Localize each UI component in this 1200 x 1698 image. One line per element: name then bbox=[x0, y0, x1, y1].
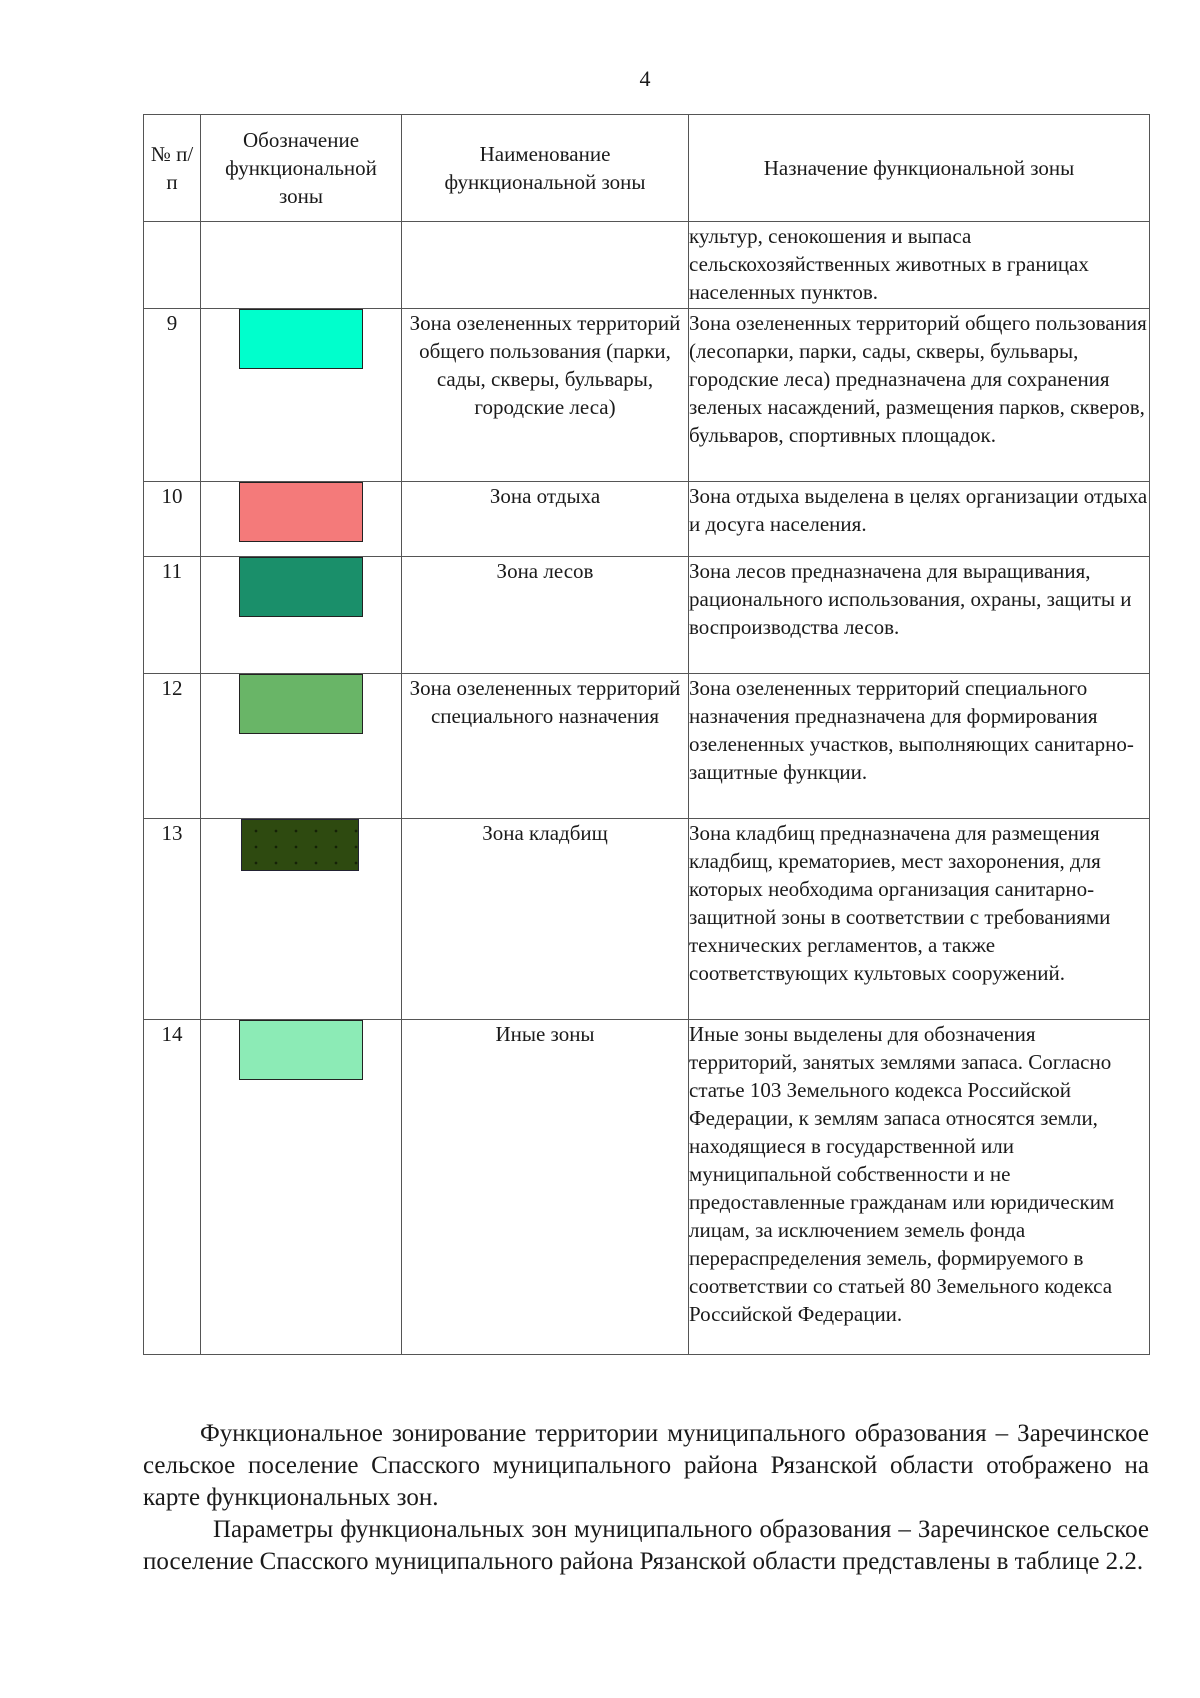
body-paragraph: Параметры функциональных зон муниципального образования – Заречинское сельское поселение Спасского муниципального района Рязанской области представлены в таблице 2.2. bbox=[143, 1516, 1149, 1575]
table-row bbox=[144, 309, 1150, 482]
body-paragraph: Функциональное зонирование территории муниципального образования – Заречинское сельское поселение Спасского муниципального района Рязанской области отображено на карте функциональных зон. bbox=[143, 1420, 1149, 1511]
row-symbol-cell bbox=[201, 674, 402, 819]
row-purpose: Зона кладбищ предназначена для размещения кладбищ, крематориев, мест захоронения, для которых необходима организация санитарно-защитной зоны в соответствии с требованиями технических регламентов, а также соответствующих культовых сооружений. bbox=[689, 819, 1150, 1020]
zone-color-swatch bbox=[239, 309, 363, 369]
row-purpose: Зона озелененных территорий общего пользования (лесопарки, парки, сады, скверы, бульвары, городские леса) предназначена для сохранения зеленых насаждений, размещения парков, скверов, бульваров, спортивных площадок. bbox=[689, 309, 1150, 482]
table-row bbox=[144, 674, 1150, 819]
row-purpose: Иные зоны выделены для обозначения территорий, занятых землями запаса. Согласно статье 103 Земельного кодекса Российской Федерации, к землям запаса относятся земли, находящиеся в государственной или муниципальной собственности и не предоставленные гражданам или юридическим лицам, за исключением земель фонда перераспределения земель, формируемого в соответствии со статьей 80 Земельного кодекса Российской Федерации. bbox=[689, 1020, 1150, 1355]
table-row bbox=[144, 557, 1150, 674]
header-symbol: Обозначение функциональной зоны bbox=[201, 115, 402, 222]
page-number: 4 bbox=[639, 66, 651, 91]
functional-zones-table bbox=[143, 114, 1150, 1355]
row-purpose: Зона отдыха выделена в целях организации отдыха и досуга населения. bbox=[689, 482, 1150, 557]
row-name: Зона озелененных территорий специального назначения bbox=[402, 674, 689, 819]
row-symbol-cell bbox=[201, 557, 402, 674]
row-num: 9 bbox=[144, 309, 201, 482]
zone-color-swatch bbox=[239, 1020, 363, 1080]
row-purpose: Зона лесов предназначена для выращивания, рационального использования, охраны, защиты и воспроизводства лесов. bbox=[689, 557, 1150, 674]
zone-color-swatch bbox=[239, 557, 363, 617]
header-name: Наименование функциональной зоны bbox=[402, 115, 689, 222]
row-name: Иные зоны bbox=[402, 1020, 689, 1355]
row-symbol-cell bbox=[201, 222, 402, 309]
header-purpose: Назначение функциональной зоны bbox=[689, 115, 1150, 222]
row-num: 13 bbox=[144, 819, 201, 1020]
row-num: 10 bbox=[144, 482, 201, 557]
zone-color-swatch bbox=[239, 674, 363, 734]
header-num: № п/п bbox=[144, 115, 201, 222]
row-num: 11 bbox=[144, 557, 201, 674]
row-name: Зона кладбищ bbox=[402, 819, 689, 1020]
table-row bbox=[144, 819, 1150, 1020]
row-symbol-cell bbox=[201, 309, 402, 482]
table-row bbox=[144, 482, 1150, 557]
row-purpose: культур, сенокошения и выпаса сельскохозяйственных животных в границах населенных пунктов. bbox=[689, 222, 1150, 309]
row-symbol-cell bbox=[201, 819, 402, 1020]
zone-pattern-swatch bbox=[241, 819, 359, 871]
row-name bbox=[402, 222, 689, 309]
row-name: Зона отдыха bbox=[402, 482, 689, 557]
zone-color-swatch bbox=[239, 482, 363, 542]
row-name: Зона озелененных территорий общего пользования (парки, сады, скверы, бульвары, городские леса) bbox=[402, 309, 689, 482]
row-num: 12 bbox=[144, 674, 201, 819]
table-header-row bbox=[144, 115, 1150, 222]
row-num bbox=[144, 222, 201, 309]
table-row bbox=[144, 222, 1150, 309]
table-row bbox=[144, 1020, 1150, 1355]
row-name: Зона лесов bbox=[402, 557, 689, 674]
row-purpose: Зона озелененных территорий специального назначения предназначена для формирования озелененных участков, выполняющих санитарно-защитные функции. bbox=[689, 674, 1150, 819]
row-symbol-cell bbox=[201, 482, 402, 557]
row-symbol-cell bbox=[201, 1020, 402, 1355]
row-num: 14 bbox=[144, 1020, 201, 1355]
